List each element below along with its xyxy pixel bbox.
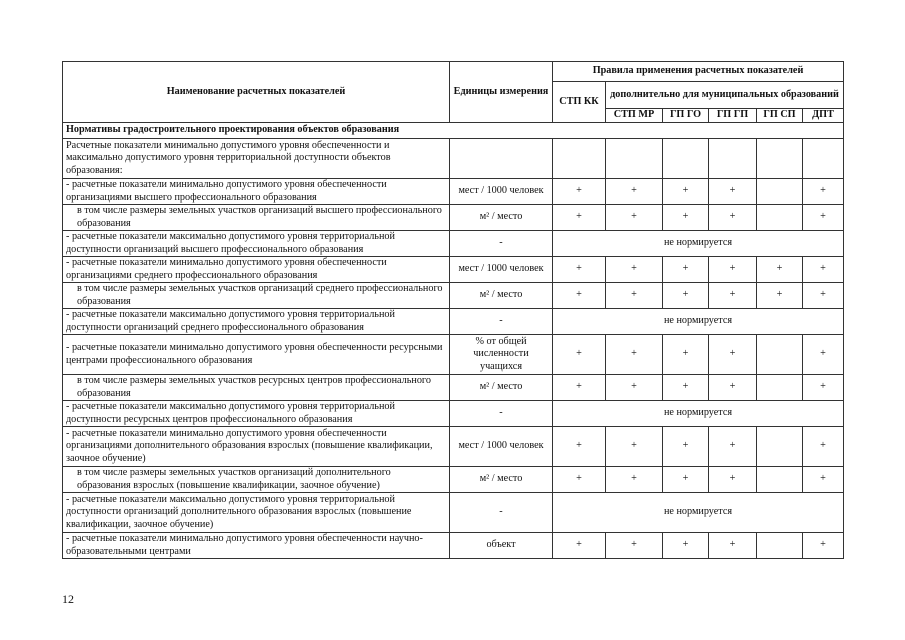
mark-cell: + [553, 467, 606, 493]
mark-cell: + [606, 467, 663, 493]
table-row [63, 205, 844, 231]
table-row [63, 493, 844, 533]
table-row [63, 427, 844, 467]
row-name: - расчетные показатели минимально допустимого уровня обеспеченности организациями дополнительного образования взрослых (повышение квалификации, заочное обучение) [63, 427, 450, 467]
row-unit [450, 139, 553, 179]
section-title: Нормативы градостроительного проектирования объектов образования [63, 123, 844, 139]
table-row [63, 467, 844, 493]
norms-table [62, 61, 844, 559]
header-stp-kk: СТП КК [553, 82, 606, 123]
mark-cell: + [553, 427, 606, 467]
mark-cell: + [803, 533, 844, 559]
mark-cell: + [709, 533, 757, 559]
mark-cell [757, 205, 803, 231]
table-row [63, 335, 844, 375]
row-unit: - [450, 309, 553, 335]
mark-cell: + [709, 427, 757, 467]
header-additional: дополнительно для муниципальных образований [606, 82, 844, 109]
header-sub-gp-sp: ГП СП [757, 109, 803, 123]
mark-cell [757, 179, 803, 205]
row-name: в том числе размеры земельных участков организаций среднего профессионального образования [63, 283, 450, 309]
mark-cell: + [663, 467, 709, 493]
mark-cell: + [663, 427, 709, 467]
row-unit: - [450, 231, 553, 257]
mark-cell: + [803, 257, 844, 283]
mark-cell [663, 139, 709, 179]
mark-cell: + [709, 467, 757, 493]
table-row [63, 231, 844, 257]
mark-cell: + [606, 335, 663, 375]
mark-cell [757, 467, 803, 493]
table-row [63, 257, 844, 283]
mark-cell [757, 375, 803, 401]
header-unit-col: Единицы измерения [450, 62, 553, 123]
header-sub-gp-go: ГП ГО [663, 109, 709, 123]
mark-cell: + [606, 257, 663, 283]
mark-cell [803, 139, 844, 179]
mark-cell: + [663, 533, 709, 559]
page-number: 12 [62, 592, 74, 606]
mark-cell: + [553, 179, 606, 205]
mark-cell: + [709, 375, 757, 401]
mark-cell: + [709, 283, 757, 309]
mark-cell: + [606, 375, 663, 401]
row-name: - расчетные показатели минимально допустимого уровня обеспеченности ресурсными центрами профессионального образования [63, 335, 450, 375]
table-row [63, 179, 844, 205]
header-sub-stp-mr: СТП МР [606, 109, 663, 123]
mark-cell: + [803, 467, 844, 493]
not-normed-cell: не нормируется [553, 493, 844, 533]
mark-cell: + [663, 335, 709, 375]
row-unit: - [450, 493, 553, 533]
mark-cell: + [709, 335, 757, 375]
mark-cell: + [606, 533, 663, 559]
row-unit: объект [450, 533, 553, 559]
table-row [63, 309, 844, 335]
row-unit: м² / место [450, 283, 553, 309]
row-name: - расчетные показатели максимально допустимого уровня территориальной доступности организаций среднего профессионального образования [63, 309, 450, 335]
mark-cell: + [709, 179, 757, 205]
mark-cell: + [663, 257, 709, 283]
mark-cell: + [803, 179, 844, 205]
mark-cell: + [803, 427, 844, 467]
mark-cell: + [553, 283, 606, 309]
mark-cell: + [606, 179, 663, 205]
row-name: Расчетные показатели минимально допустимого уровня обеспеченности и максимально допустимого уровня территориальной доступности объектов образования: [63, 139, 450, 179]
table-body [63, 139, 844, 559]
mark-cell: + [553, 335, 606, 375]
row-name: в том числе размеры земельных участков организаций высшего профессионального образования [63, 205, 450, 231]
mark-cell [553, 139, 606, 179]
mark-cell: + [553, 257, 606, 283]
mark-cell: + [606, 205, 663, 231]
mark-cell: + [803, 283, 844, 309]
row-name: - расчетные показатели максимально допустимого уровня территориальной доступности ресурсных центров профессионального образования [63, 401, 450, 427]
table-row [63, 375, 844, 401]
header-name-col: Наименование расчетных показателей [63, 62, 450, 123]
mark-cell [606, 139, 663, 179]
mark-cell: + [553, 205, 606, 231]
row-name: в том числе размеры земельных участков ресурсных центров профессионального образования [63, 375, 450, 401]
row-name: - расчетные показатели минимально допустимого уровня обеспеченности организациями высшего профессионального образования [63, 179, 450, 205]
mark-cell: + [757, 283, 803, 309]
mark-cell [757, 533, 803, 559]
table-row [63, 139, 844, 179]
mark-cell: + [757, 257, 803, 283]
table-row [63, 401, 844, 427]
row-name: - расчетные показатели максимально допустимого уровня территориальной доступности организаций высшего профессионального образования [63, 231, 450, 257]
mark-cell: + [803, 205, 844, 231]
mark-cell [757, 427, 803, 467]
mark-cell [757, 139, 803, 179]
mark-cell: + [606, 283, 663, 309]
row-unit: % от общей численности учащихся [450, 335, 553, 375]
table-row [63, 533, 844, 559]
row-unit: - [450, 401, 553, 427]
row-name: - расчетные показатели минимально допустимого уровня обеспеченности организациями среднего профессионального образования [63, 257, 450, 283]
header-rules: Правила применения расчетных показателей [553, 62, 844, 82]
row-unit: м² / место [450, 205, 553, 231]
mark-cell: + [553, 375, 606, 401]
row-unit: мест / 1000 человек [450, 427, 553, 467]
row-name: в том числе размеры земельных участков организаций дополнительного образования взрослых (повышение квалификации, заочное обучение) [63, 467, 450, 493]
row-unit: м² / место [450, 375, 553, 401]
header-sub-dpt: ДПТ [803, 109, 844, 123]
not-normed-cell: не нормируется [553, 401, 844, 427]
not-normed-cell: не нормируется [553, 231, 844, 257]
mark-cell: + [663, 179, 709, 205]
row-name: - расчетные показатели минимально допустимого уровня обеспеченности научно-образовательными центрами [63, 533, 450, 559]
row-name: - расчетные показатели максимально допустимого уровня территориальной доступности организаций дополнительного образования взрослых (повышение квалификации, заочное обучение) [63, 493, 450, 533]
row-unit: м² / место [450, 467, 553, 493]
not-normed-cell: не нормируется [553, 309, 844, 335]
mark-cell: + [803, 375, 844, 401]
mark-cell: + [553, 533, 606, 559]
mark-cell [709, 139, 757, 179]
mark-cell [757, 335, 803, 375]
mark-cell: + [709, 257, 757, 283]
header-sub-gp-gp: ГП ГП [709, 109, 757, 123]
mark-cell: + [663, 283, 709, 309]
mark-cell: + [803, 335, 844, 375]
mark-cell: + [709, 205, 757, 231]
mark-cell: + [663, 205, 709, 231]
mark-cell: + [663, 375, 709, 401]
row-unit: мест / 1000 человек [450, 179, 553, 205]
table-row [63, 283, 844, 309]
row-unit: мест / 1000 человек [450, 257, 553, 283]
mark-cell: + [606, 427, 663, 467]
